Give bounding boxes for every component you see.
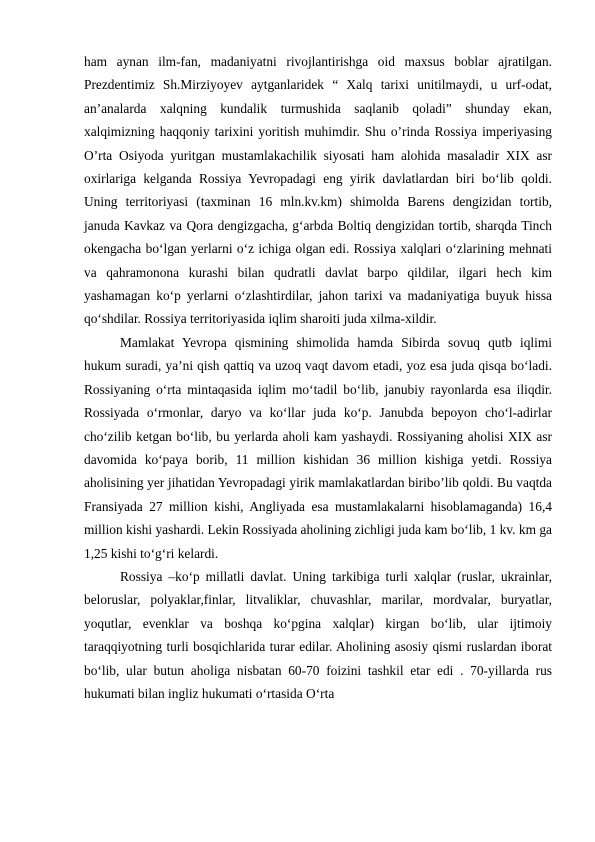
paragraph-1: ham aynan ilm-fan, madaniyatni rivojlantirishga oid maxsus boblar ajratilgan. Prezdentimiz Sh.Mirziyoyev aytganlaridek “ Xalq tarixi unitilmaydi, u urf-odat, an’analarda xalqning kundalik turmushida saqlanib qoladi” shunday ekan, xalqimizning haqqoniy tarixini yoritish muhimdir. Shu o’rinda Rossiya imperiyasing O’rta Osiyoda yuritgan mustamlakachilik siyosati ham alohida masaladir XIX asr oxirlariga kelganda Rossiya Yevropadagi eng yirik davlatlardan biri bo‘lib qoldi. Uning territoriyasi (taxminan 16 mln.kv.km) shimolda Barens dengizidan tortib, januda Kavkaz va Qora dengizgacha, g‘arbda Boltiq dengizidan tortib, sharqda Tinch okengacha bo‘lgan yerlarni o‘z ichiga olgan edi. Rossiya xalqlari o‘zlarining mehnati va qahramonona kurashi bilan qudratli davlat barpo qildilar, ilgari hech kim yashamagan ko‘p yerlarni o‘zlashtirdilar, jahon tarixi va madaniyatiga buyuk hissa qo‘shdilar. Rossiya territoriyasida iqlim sharoiti juda xilma-xildir.	[84, 54, 552, 327]
paragraph-2: Mamlakat Yevropa qismining shimolida hamda Sibirda sovuq qutb iqlimi hukum suradi, ya’ni qish qattiq va uzoq vaqt davom etadi, yoz esa juda qisqa bo‘ladi. Rossiyaning o‘rta mintaqasida iqlim mo‘tadil bo‘lib, janubiy rayonlarda esa iliqdir. Rossiyada o‘rmonlar, daryo va ko‘llar juda ko‘p. Janubda bepoyon cho‘l-adirlar cho‘zilib ketgan bo‘lib, bu yerlarda aholi kam yashaydi. Rossiyaning aholisi XIX asr davomida ko‘paya borib, 11 million kishidan 36 million kishiga yetdi. Rossiya aholisining yer jihatidan Yevropadagi yirik mamlakatlardan biribo’lib qoldi. Bu vaqtda Fransiyada 27 million kishi, Angliyada esa mustamlakalarni hisoblamaganda) 16,4 million kishi yashardi. Lekin Rossiyada aholining zichligi juda kam bo‘lib, 1 kv. km ga 1,25 kishi to‘g‘ri kelardi.	[84, 334, 552, 561]
body-text	[84, 50, 552, 705]
paragraph-3: Rossiya –ko‘p millatli davlat. Uning tarkibiga turli xalqlar (ruslar, ukrainlar, beloruslar, polyaklar,finlar, litvaliklar, chuvashlar, marilar, mordvalar, buryatlar, yoqutlar, evenklar va boshqa ko‘pgina xalqlar) kirgan bo‘lib, ular ijtimoiy taraqqiyotning turli bosqichlarida turar edilar. Aholining asosiy qismi ruslardan iborat bo‘lib, ular butun aholiga nisbatan 60-70 foizini tashkil etar edi . 70-yillarda rus hukumati bilan ingliz hukumati o‘rtasida O‘rta	[84, 568, 552, 701]
